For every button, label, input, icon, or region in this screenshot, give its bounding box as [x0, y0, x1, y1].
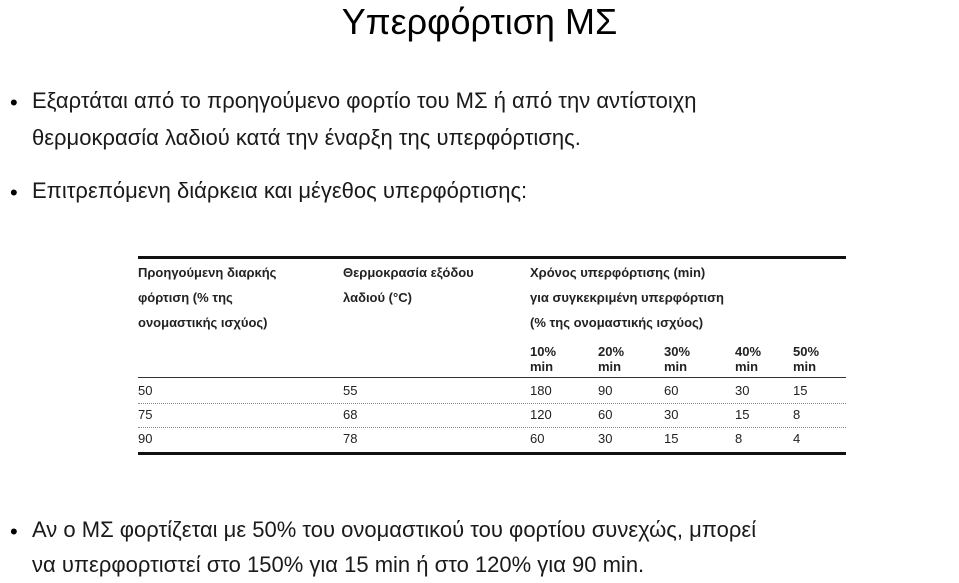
- col1-header-line-1: Προηγούμενη διαρκής: [138, 265, 277, 280]
- overload-table: [138, 256, 846, 456]
- table-bottom-rule: [138, 452, 846, 455]
- slide-title: Υπερφόρτιση ΜΣ: [341, 1, 618, 42]
- col1-header-line-3: ονομαστικής ισχύος): [138, 315, 268, 330]
- table-top-rule: [138, 256, 846, 259]
- table-cell-time: 15: [735, 407, 750, 422]
- col3-header-line-3: (% της ονομαστικής ισχύος): [530, 315, 704, 330]
- table-cell-time: 15: [793, 383, 808, 398]
- row-separator: [138, 403, 846, 404]
- table-cell-prev-load: 50: [138, 383, 153, 398]
- bullet-3-line-2: να υπερφορτιστεί στο 150% για 15 min ή στο 120% για 90 min.: [32, 552, 645, 577]
- row-separator: [138, 427, 846, 428]
- subheader-pct: 50%: [793, 344, 820, 359]
- bullet-3-line-1: Αν ο ΜΣ φορτίζεται με 50% του ονομαστικού του φορτίου συνεχώς, μπορεί: [32, 517, 757, 542]
- table-cell-prev-load: 90: [138, 431, 153, 446]
- bullet-2-line-1: Επιτρεπόμενη διάρκεια και μέγεθος υπερφόρτισης:: [32, 178, 528, 203]
- table-cell-time: 30: [664, 407, 679, 422]
- subheader-unit: min: [735, 359, 759, 374]
- col2-header-line-1: Θερμοκρασία εξόδου: [343, 265, 474, 280]
- subheader-unit: min: [664, 359, 688, 374]
- table-cell-time: 15: [664, 431, 679, 446]
- subheader-unit: min: [598, 359, 622, 374]
- table-cell-time: 90: [598, 383, 613, 398]
- col3-header-line-1: Χρόνος υπερφόρτισης (min): [530, 265, 706, 280]
- bullet-1-line-1: Εξαρτάται από το προηγούμενο φορτίο του ΜΣ ή από την αντίστοιχη: [32, 88, 697, 113]
- table-cell-time: 60: [664, 383, 679, 398]
- table-cell-time: 60: [598, 407, 613, 422]
- table-cell-time: 30: [735, 383, 750, 398]
- col2-header-line-2: λαδιού (°C): [343, 290, 412, 305]
- table-cell-oil-temp: 68: [343, 407, 358, 422]
- table-cell-oil-temp: 55: [343, 383, 358, 398]
- col3-header-line-2: για συγκεκριμένη υπερφόρτιση: [530, 290, 724, 305]
- subheader-pct: 10%: [530, 344, 557, 359]
- table-cell-prev-load: 75: [138, 407, 153, 422]
- table-cell-oil-temp: 78: [343, 431, 358, 446]
- table-cell-time: 8: [735, 431, 743, 446]
- table-cell-time: 4: [793, 431, 801, 446]
- table-cell-time: 120: [530, 407, 552, 422]
- subheader-pct: 40%: [735, 344, 762, 359]
- subheader-pct: 20%: [598, 344, 625, 359]
- table-cell-time: 30: [598, 431, 613, 446]
- subheader-unit: min: [793, 359, 817, 374]
- subheader-pct: 30%: [664, 344, 691, 359]
- subheader-unit: min: [530, 359, 554, 374]
- bullet-1-line-2: θερμοκρασία λαδιού κατά την έναρξη της υπερφόρτισης.: [32, 125, 581, 150]
- table-cell-time: 60: [530, 431, 545, 446]
- table-cell-time: 180: [530, 383, 552, 398]
- table-header-rule: [138, 377, 846, 378]
- col1-header-line-2: φόρτιση (% της: [138, 290, 233, 305]
- table-cell-time: 8: [793, 407, 801, 422]
